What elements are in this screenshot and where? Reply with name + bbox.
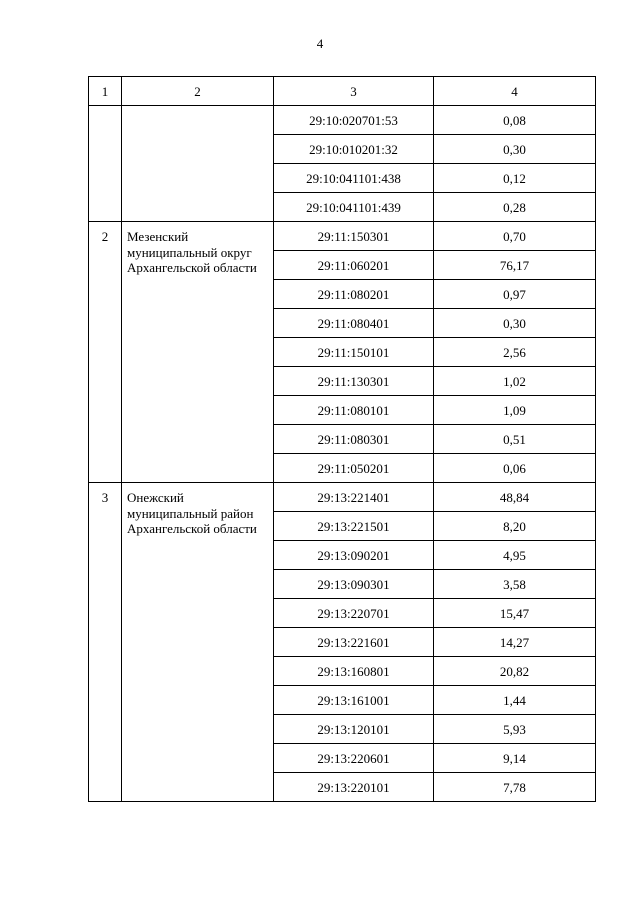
area-value-cell: 20,82 <box>434 657 596 686</box>
area-value-cell: 0,30 <box>434 135 596 164</box>
cadastral-code-cell: 29:11:150301 <box>274 222 434 251</box>
area-value-cell: 0,12 <box>434 164 596 193</box>
area-value-cell: 4,95 <box>434 541 596 570</box>
group-number-cell: 2 <box>89 222 122 483</box>
cadastral-code-cell: 29:13:090201 <box>274 541 434 570</box>
cadastral-code-cell: 29:13:160801 <box>274 657 434 686</box>
cadastral-code-cell: 29:13:220701 <box>274 599 434 628</box>
cadastral-code-cell: 29:13:221401 <box>274 483 434 512</box>
area-value-cell: 3,58 <box>434 570 596 599</box>
cadastral-code-cell: 29:11:130301 <box>274 367 434 396</box>
cadastral-code-cell: 29:13:120101 <box>274 715 434 744</box>
cadastral-code-cell: 29:11:080301 <box>274 425 434 454</box>
cadastral-code-cell: 29:11:150101 <box>274 338 434 367</box>
area-value-cell: 14,27 <box>434 628 596 657</box>
area-value-cell: 0,08 <box>434 106 596 135</box>
cadastral-code-cell: 29:13:220601 <box>274 744 434 773</box>
area-value-cell: 1,09 <box>434 396 596 425</box>
header-cell-3: 3 <box>274 77 434 106</box>
page-number: 4 <box>316 36 324 51</box>
municipality-name-cell: Онежский муниципальный район Архангельской области <box>122 483 274 802</box>
area-value-cell: 7,78 <box>434 773 596 802</box>
header-cell-4: 4 <box>434 77 596 106</box>
header-cell-1: 1 <box>89 77 122 106</box>
area-value-cell: 0,97 <box>434 280 596 309</box>
area-value-cell: 5,93 <box>434 715 596 744</box>
cadastral-code-cell: 29:13:221601 <box>274 628 434 657</box>
cadastral-code-cell: 29:11:080101 <box>274 396 434 425</box>
table-row <box>89 222 596 251</box>
municipality-name-cell: Мезенский муниципальный округ Архангельской области <box>122 222 274 483</box>
table-row <box>89 106 596 135</box>
table-body <box>89 77 596 802</box>
area-value-cell: 1,02 <box>434 367 596 396</box>
table-row <box>89 483 596 512</box>
cadastral-code-cell: 29:10:041101:439 <box>274 193 434 222</box>
group-number-cell <box>89 106 122 222</box>
cadastral-code-cell: 29:10:020701:53 <box>274 106 434 135</box>
cadastral-code-cell: 29:11:080201 <box>274 280 434 309</box>
municipality-name-cell <box>122 106 274 222</box>
cadastral-code-cell: 29:11:060201 <box>274 251 434 280</box>
cadastral-code-cell: 29:13:090301 <box>274 570 434 599</box>
area-value-cell: 0,28 <box>434 193 596 222</box>
header-row <box>89 77 596 106</box>
cadastral-table <box>88 76 596 802</box>
cadastral-code-cell: 29:11:050201 <box>274 454 434 483</box>
cadastral-code-cell: 29:13:221501 <box>274 512 434 541</box>
cadastral-code-cell: 29:10:041101:438 <box>274 164 434 193</box>
area-value-cell: 15,47 <box>434 599 596 628</box>
area-value-cell: 1,44 <box>434 686 596 715</box>
area-value-cell: 9,14 <box>434 744 596 773</box>
area-value-cell: 2,56 <box>434 338 596 367</box>
cadastral-code-cell: 29:11:080401 <box>274 309 434 338</box>
cadastral-code-cell: 29:13:161001 <box>274 686 434 715</box>
area-value-cell: 0,51 <box>434 425 596 454</box>
area-value-cell: 76,17 <box>434 251 596 280</box>
area-value-cell: 0,06 <box>434 454 596 483</box>
cadastral-code-cell: 29:13:220101 <box>274 773 434 802</box>
header-cell-2: 2 <box>122 77 274 106</box>
cadastral-code-cell: 29:10:010201:32 <box>274 135 434 164</box>
area-value-cell: 8,20 <box>434 512 596 541</box>
area-value-cell: 0,70 <box>434 222 596 251</box>
area-value-cell: 48,84 <box>434 483 596 512</box>
group-number-cell: 3 <box>89 483 122 802</box>
area-value-cell: 0,30 <box>434 309 596 338</box>
